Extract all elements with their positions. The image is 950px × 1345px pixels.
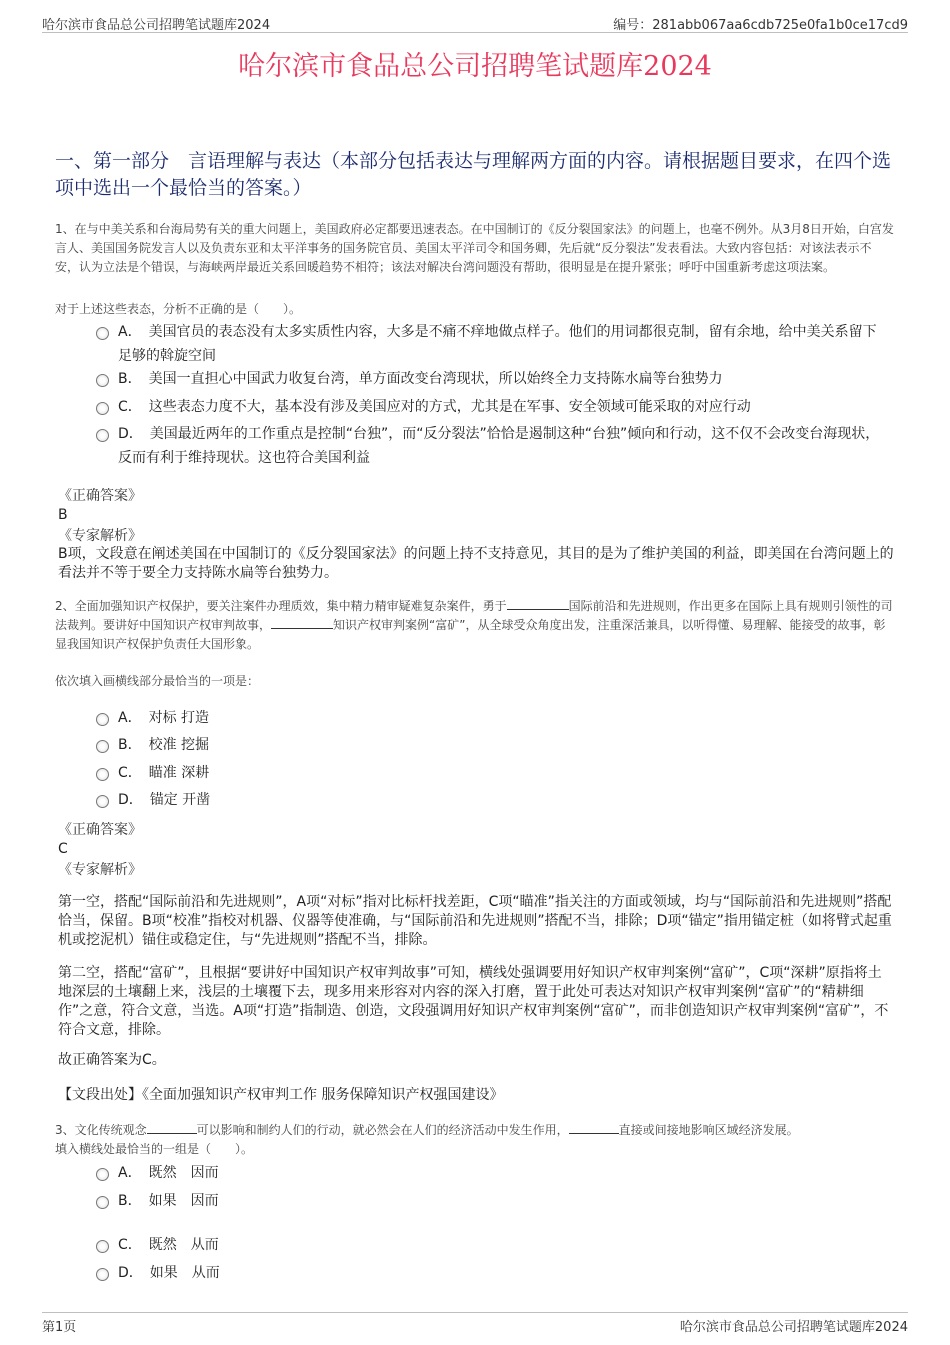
q2-option-c[interactable]: C． 瞄准 深耕 (96, 761, 890, 785)
q3-option-b[interactable]: B． 如果 因而 (96, 1189, 890, 1213)
q1-stem: 1、在与中美关系和台海局势有关的重大问题上，美国政府必定都要迅速表态。在中国制订的《反分裂国家法》的问题上，也毫不例外。从3月8日开始，白宫发言人、美国国务院发言人以及负责东亚和太平洋事务的国务院官员、美国太平洋司令和国务卿，先后就“反分裂法”发表看法。大致内容包括：对该法表示不安，认为立法是个错误，与海峡两岸最近关系回暖趋势不相符；该法对解决台湾问题没有帮助，很明显是在提升紧张；呼吁中国重新考虑这项法案。 (55, 222, 894, 274)
fill-blank (271, 616, 333, 629)
page-header (42, 12, 908, 33)
q3-option-d[interactable]: D． 如果 从而 (96, 1261, 890, 1285)
q1-analysis-label: 《专家解析》 (58, 528, 142, 544)
radio-icon[interactable] (96, 374, 109, 387)
radio-icon[interactable] (96, 1196, 109, 1209)
q1-option-d[interactable]: D． 美国最近两年的工作重点是控制“台独”，而“反分裂法”恰恰是遏制这种“台独”倾向和行动，这不仅不会改变台海现状，反而有利于维持现状。这也符合美国利益 (96, 422, 890, 470)
q1-option-a[interactable]: A． 美国官员的表态没有太多实质性内容，大多是不痛不痒地做点样子。他们的用词都很克制，留有余地，给中美关系留下足够的斡旋空间 (96, 320, 890, 368)
q2-answer-label: 《正确答案》 (58, 822, 142, 838)
fill-blank (569, 1121, 619, 1134)
radio-icon[interactable] (96, 740, 109, 753)
header-doc-title: 哈尔滨市食品总公司招聘笔试题库2024 (42, 18, 271, 33)
q2-source: 【文段出处】《全面加强知识产权审判工作 服务保障知识产权强国建设》 (58, 1087, 504, 1103)
radio-icon[interactable] (96, 795, 109, 808)
header-doc-id: 编号：281abb067aa6cdb725e0fa1b0ce17cd9 (613, 18, 908, 33)
q3-ask: 填入横线处最恰当的一组是（ ）。 (55, 1142, 254, 1156)
fill-blank (507, 597, 569, 610)
q2-analysis-first-blank: 第一空，搭配“国际前沿和先进规则”，A项“对标”指对比标杆找差距，C项“瞄准”指关注的方面或领域，均与“国际前沿和先进规则”搭配恰当，保留。B项“校准”指校对机器、仪器等使准确，与“国际前沿和先进规则”搭配不当，排除；D项“锚定”指用锚定桩（如将臂式起重机或挖泥机）锚住或稳定住，与“先进规则”搭配不当，排除。 (58, 894, 892, 948)
q2-analysis-second-blank: 第二空，搭配“富矿”，且根据“要讲好中国知识产权审判故事”可知，横线处强调要用好知识产权审判案例“富矿”，C项“深耕”原指将土地深层的土壤翻上来，浅层的土壤覆下去，现多用来形容对内容的深入打磨，置于此处可表达对知识产权审判案例“富矿”的“精耕细作”之意，符合文意，当选。A项“打造”指制造、创造，文段强调用好知识产权审判案例“富矿”，而非创造知识产权审判案例“富矿”，不符合文意，排除。 (58, 965, 889, 1038)
q2-answer: C (58, 841, 68, 857)
q3-stem: 3、文化传统观念 可以影响和制约人们的行动，就必然会在人们的经济活动中发生作用， 直接或间接地影响区域经济发展。 (55, 1123, 799, 1137)
fill-blank (147, 1121, 197, 1134)
q1-ask: 对于上述这些表态，分析不正确的是（ ）。 (55, 302, 302, 316)
radio-icon[interactable] (96, 402, 109, 415)
q3-option-a[interactable]: A． 既然 因而 (96, 1161, 890, 1185)
q2-ask: 依次填入画横线部分最恰当的一项是： (55, 674, 260, 688)
q1-answer-label: 《正确答案》 (58, 488, 142, 504)
q2-analysis-conclusion: 故正确答案为C。 (58, 1052, 166, 1068)
page-footer (42, 1312, 908, 1335)
q2-stem: 2、全面加强知识产权保护，要关注案件办理质效，集中精力精审疑难复杂案件，勇于 国际前沿和先进规则，作出更多在国际上具有规则引领性的司法裁判。要讲好中国知识产权审判故事， 知识产权审判案例“富矿”，从全球受众角度出发，注重深活兼具，以听得懂、易理解、能接受的故事，彰显我国知识产权保护负责任大国形象。 (55, 599, 893, 651)
q2-option-a[interactable]: A． 对标 打造 (96, 706, 890, 730)
q2-analysis-label: 《专家解析》 (58, 862, 142, 878)
q3-option-c[interactable]: C． 既然 从而 (96, 1233, 890, 1257)
radio-icon[interactable] (96, 1240, 109, 1253)
radio-icon[interactable] (96, 1268, 109, 1281)
q2-option-d[interactable]: D． 锚定 开凿 (96, 788, 890, 812)
radio-icon[interactable] (96, 713, 109, 726)
page-title: 哈尔滨市食品总公司招聘笔试题库2024 (238, 51, 712, 82)
radio-icon[interactable] (96, 429, 109, 442)
section-heading: 一、第一部分 言语理解与表达（本部分包括表达与理解两方面的内容。请根据题目要求，在四个选项中选出一个最恰当的答案。） (55, 150, 892, 199)
page-number: 第1页 (42, 1320, 77, 1335)
radio-icon[interactable] (96, 1168, 109, 1181)
footer-doc-title: 哈尔滨市食品总公司招聘笔试题库2024 (679, 1320, 908, 1335)
q1-option-c[interactable]: C． 这些表态力度不大，基本没有涉及美国应对的方式，尤其是在军事、安全领域可能采取的对应行动 (96, 395, 890, 419)
q1-analysis: B项，文段意在阐述美国在中国制订的《反分裂国家法》的问题上持不支持意见，其目的是为了维护美国的利益，即美国在台湾问题上的看法并不等于要全力支持陈水扁等台独势力。 (58, 546, 894, 581)
radio-icon[interactable] (96, 327, 109, 340)
radio-icon[interactable] (96, 768, 109, 781)
q1-answer: B (58, 507, 68, 523)
q2-option-b[interactable]: B． 校准 挖掘 (96, 733, 890, 757)
q1-option-b[interactable]: B． 美国一直担心中国武力收复台湾，单方面改变台湾现状，所以始终全力支持陈水扁等台独势力 (96, 367, 890, 391)
